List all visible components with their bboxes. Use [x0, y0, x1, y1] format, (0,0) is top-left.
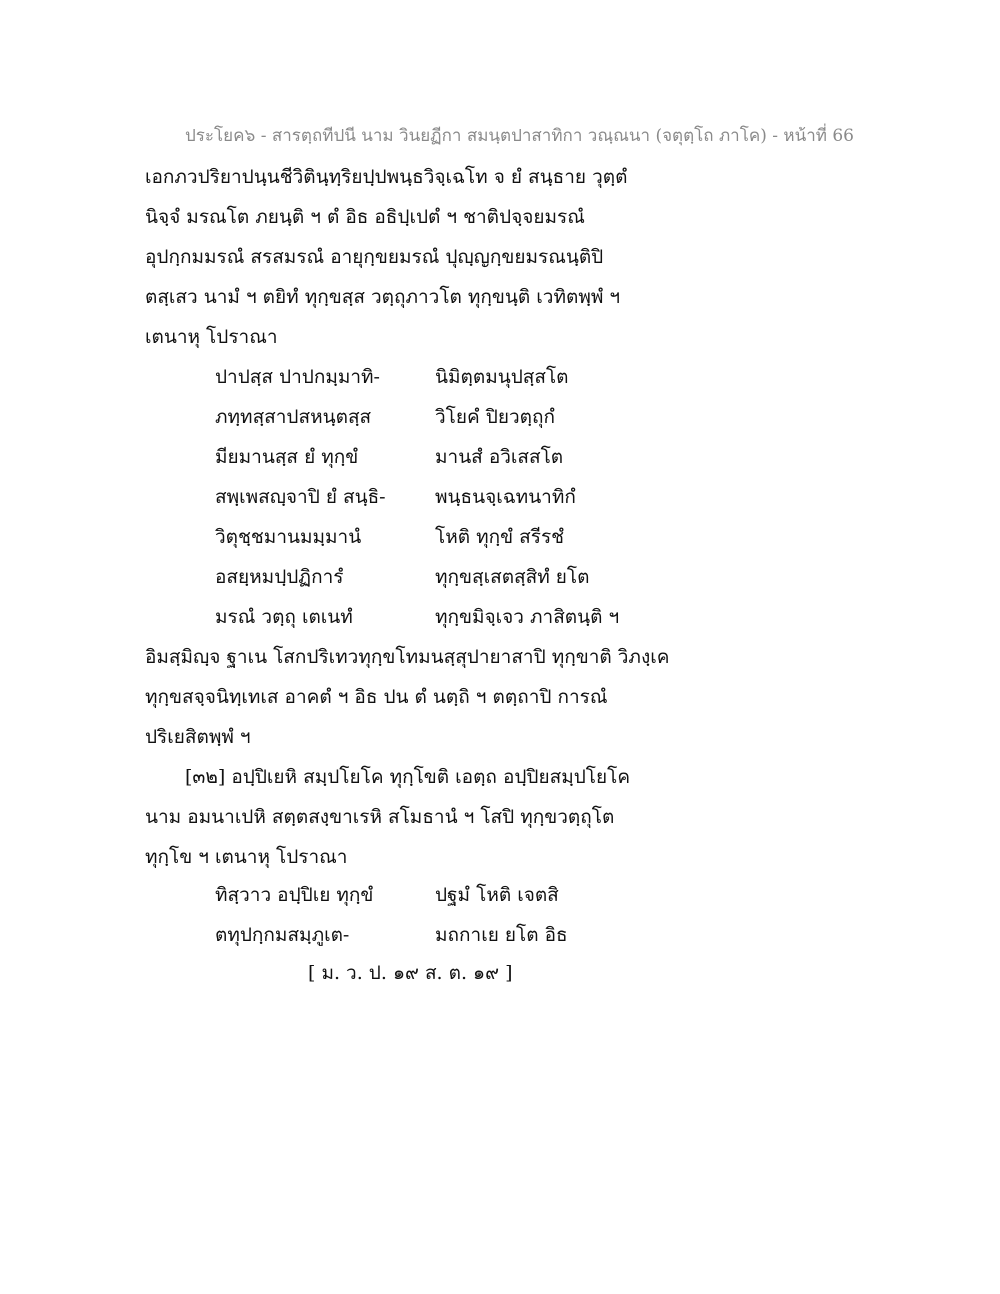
verse-line-second-half: พนฺธนจฺเฉทนาทิกํ [435, 486, 576, 508]
verse-line-first-half: วิตุชฺชมานมมฺมานํ [215, 526, 362, 548]
verse-line-second-half: นิมิตฺตมนุปสฺสโต [435, 366, 569, 388]
verse-line-second-half: มานสํ อวิเสสโต [435, 446, 564, 468]
text-line: ปริเยสิตพฺพํ ฯ [145, 726, 251, 748]
verse-line-second-half: ทุกฺขมิจฺเจว ภาสิตนฺติ ฯ [435, 606, 620, 628]
text-line: เตนาหุ โปราณา [145, 326, 278, 348]
text-line: ทุกฺขสจฺจนิทฺเทเส อาคตํ ฯ อิธ ปน ตํ นตฺถิ ฯ ตตฺถาปิ การณํ [145, 686, 608, 708]
verse-line-first-half: ทิสฺวาว อปฺปิเย ทุกฺขํ [215, 884, 374, 906]
verse-line-second-half: ปฐมํ โหติ เจตสิ [435, 884, 559, 906]
text-line: ทุกฺโข ฯ เตนาหุ โปราณา [145, 846, 348, 868]
verse-line-first-half: อสยฺหมปฺปฏิการํ [215, 566, 344, 588]
page-header: ประโยค๖ - สารตฺถทีปนี นาม วินยฏีกา สมนฺตปาสาทิกา วณฺณนา (จตุตฺโถ ภาโค) - หน้าที่ 66 [185, 126, 854, 146]
text-line: นาม อมนาเปหิ สตฺตสงฺขาเรหิ สโมธานํ ฯ โสปิ ทุกฺขวตฺถุโต [145, 806, 615, 828]
section-32-first-line: [๓๒] อปฺปิเยหิ สมฺปโยโค ทุกฺโขติ เอตฺถ อปฺปิยสมฺปโยโค [185, 766, 631, 788]
verse-line-first-half: ภทฺทสฺสาปสหนฺตสฺส [215, 406, 372, 428]
verse-line-second-half: ทุกฺขสฺเสตสฺสิทํ ยโต [435, 566, 590, 588]
verse-line-first-half: ตทุปกฺกมสมฺภูเต- [215, 924, 350, 946]
text-line: อิมสฺมิญฺจ ฐาเน โสกปริเทวทุกฺขโทมนสฺสุปายาสาปิ ทุกฺขาติ วิภงฺเค [145, 646, 670, 668]
text-line: อุปกฺกมมรณํ สรสมรณํ อายุกฺขยมรณํ ปุญฺญกฺขยมรณนฺติปิ [145, 246, 604, 268]
text-line: นิจฺจํ มรณโต ภยนฺติ ฯ ตํ อิธ อธิปฺเปตํ ฯ ชาติปจฺจยมรณํ [145, 206, 585, 228]
verse-line-first-half: มียมานสฺส ยํ ทุกฺขํ [215, 446, 359, 468]
verse-line-second-half: มถกาเย ยโต อิธ [435, 924, 568, 946]
verse-line-first-half: ปาปสฺส ปาปกมฺมาทิ- [215, 366, 380, 388]
verse-line-second-half: โหติ ทุกฺขํ สรีรชํ [435, 526, 565, 548]
text-line: เอกภวปริยาปนฺนชีวิตินฺทฺริยปฺปพนฺธวิจฺเฉโท จ ยํ สนฺธาย วุตฺตํ [145, 166, 628, 188]
verse-line-first-half: มรณํ วตฺถุ เตเนทํ [215, 606, 353, 628]
verse-line-first-half: สพฺเพสญฺจาปิ ยํ สนฺธิ- [215, 486, 386, 508]
verse-line-second-half: วิโยคํ ปิยวตฺถุกํ [435, 406, 555, 428]
citation-reference: [ ม. ว. ป. ๑๙ ส. ต. ๑๙ ] [308, 962, 513, 984]
text-line: ตสฺเสว นามํ ฯ ตยิทํ ทุกฺขสฺส วตฺถุภาวโต ทุกฺขนฺติ เวทิตพฺพํ ฯ [145, 286, 621, 308]
